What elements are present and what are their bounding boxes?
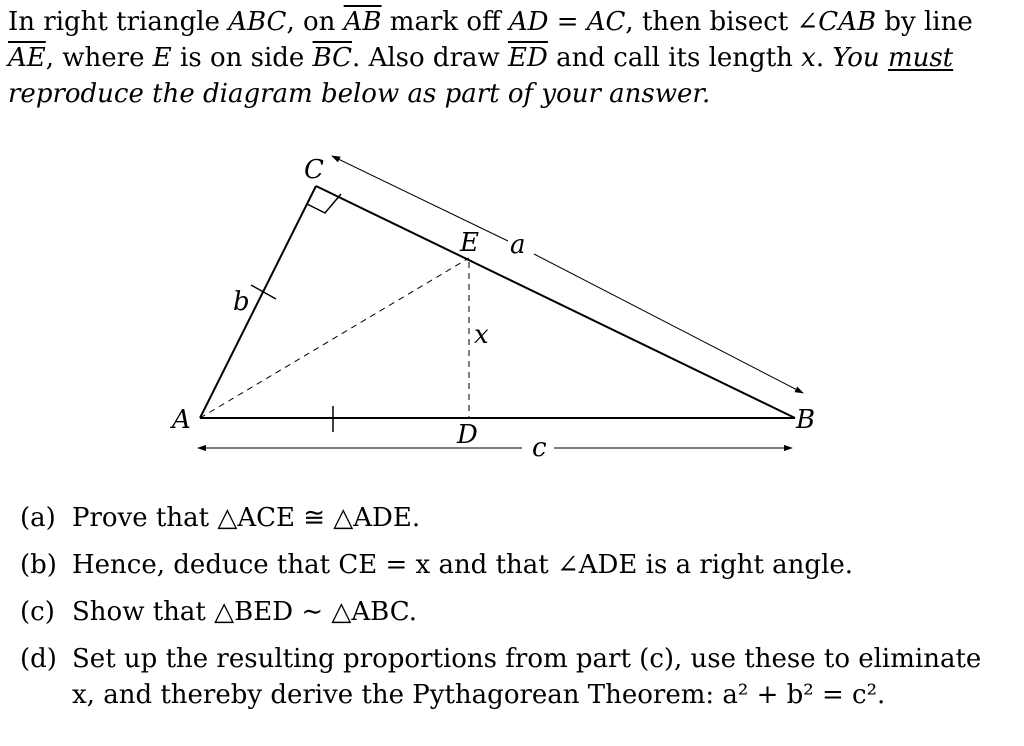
part-text: Hence, deduce that CE = x and that ∠ADE is a right angle. [72, 550, 854, 580]
intro-text: and call its length [547, 43, 802, 73]
part-marker: (c) [20, 597, 55, 627]
math-segment-ed: $\overline{ED}$ [508, 43, 548, 73]
part-marker: (b) [20, 550, 57, 580]
math-segment-ab: $\overline{AB}$ [343, 7, 382, 37]
intro-italic: reproduce the diagram below as part of your answer. [8, 79, 711, 109]
label-vertex-c: C [304, 155, 324, 185]
label-side-c: c [532, 433, 547, 463]
right-angle-mark [307, 194, 341, 213]
math-segment-bc: $\overline{BC}$ [312, 43, 353, 73]
math-segment-ae: $\overline{AE}$ [8, 43, 46, 73]
part-marker: (d) [20, 644, 57, 674]
part-marker: (a) [20, 503, 56, 533]
label-side-b: b [233, 287, 250, 317]
intro-text: , where [45, 43, 153, 73]
label-length-x: x [474, 320, 489, 350]
math-point-e: E [152, 43, 172, 73]
intro-text: , then bisect [625, 7, 797, 37]
tick-mark-ac [251, 285, 276, 299]
math-x: x [801, 43, 816, 73]
math-ad-equals-ac: AD = AC [508, 7, 626, 37]
part-text: Set up the resulting proportions from part (c), use these to eliminate x, and thereby derive the Pythagorean Theorem: a² + b² = c². [72, 644, 982, 710]
label-point-d: D [457, 420, 478, 450]
intro-text: mark off [381, 7, 509, 37]
intro-text: . Also draw [352, 43, 509, 73]
math-triangle-abc: ABC [228, 7, 287, 37]
intro-underlined-must: must [887, 43, 954, 73]
dimension-line-a [534, 254, 803, 393]
part-text: Show that △BED ∼ △ABC. [72, 597, 417, 627]
question-parts [20, 500, 1000, 724]
question-part-c [20, 594, 1000, 630]
intro-text: . [815, 43, 833, 73]
dimension-line-a [332, 156, 508, 241]
side-cb [316, 186, 795, 418]
part-text: Prove that △ACE ≅ △ADE. [72, 503, 421, 533]
question-part-b [20, 547, 1000, 583]
question-part-d [20, 641, 1000, 713]
question-part-a [20, 500, 1000, 536]
intro-text: is on side [171, 43, 313, 73]
intro-italic: You [832, 43, 888, 73]
intro-text: by line [876, 7, 973, 37]
intro-text: , on [286, 7, 344, 37]
math-angle-cab: ∠CAB [796, 7, 877, 37]
label-vertex-a: A [172, 405, 191, 435]
label-point-e: E [460, 228, 479, 258]
label-vertex-b: B [796, 405, 816, 435]
intro-text: In right triangle [8, 7, 229, 37]
label-side-a: a [510, 230, 526, 260]
